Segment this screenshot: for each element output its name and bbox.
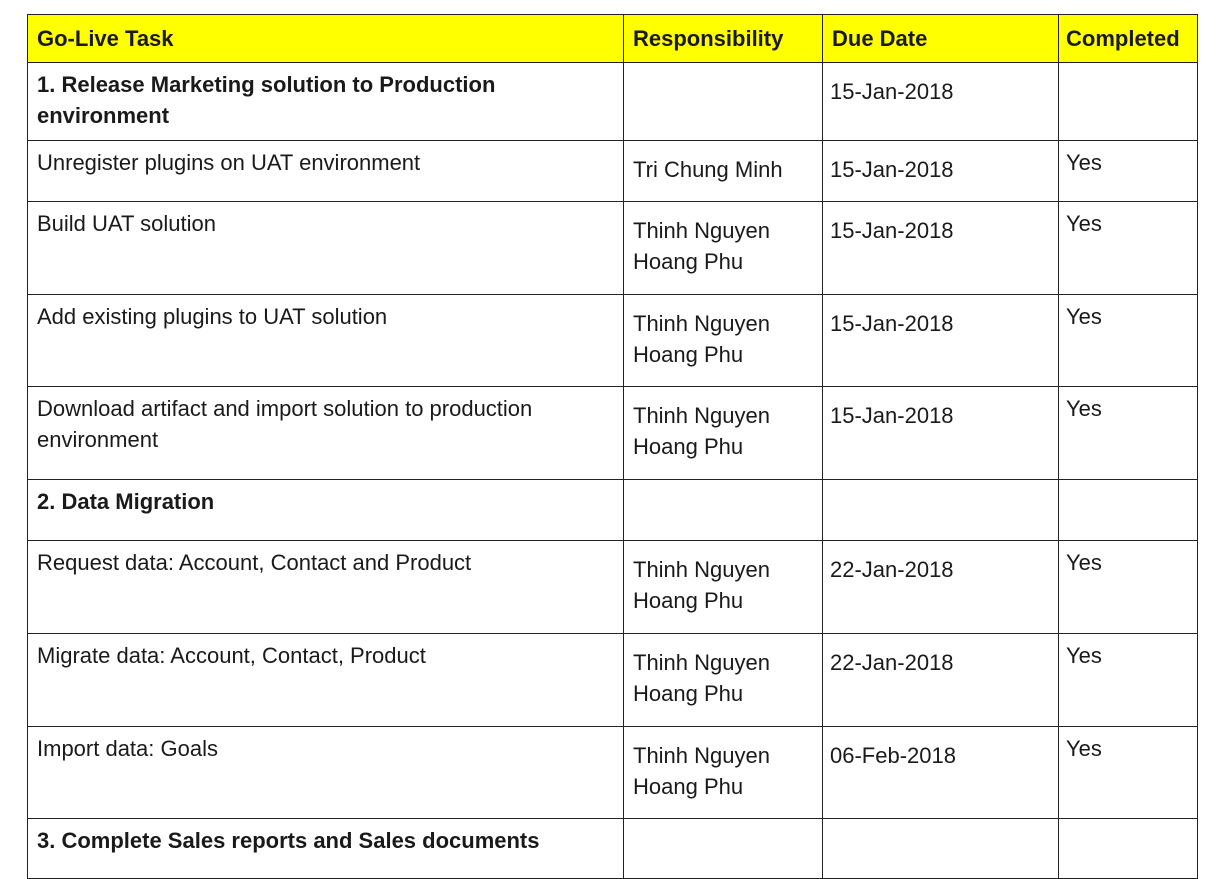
due-date-cell: 22-Jan-2018 [823, 541, 1059, 634]
table-row [28, 634, 1198, 727]
completed-cell: Yes [1059, 541, 1198, 634]
header-completed: Completed [1059, 15, 1198, 63]
completed-cell: Yes [1059, 634, 1198, 727]
responsibility-cell [624, 480, 823, 541]
task-cell: 1. Release Marketing solution to Production environment [28, 63, 624, 141]
table-row [28, 480, 1198, 541]
responsibility-cell: Thinh Nguyen Hoang Phu [624, 295, 823, 387]
due-date-cell [823, 480, 1059, 541]
table-row [28, 387, 1198, 480]
task-cell: 2. Data Migration [28, 480, 624, 541]
completed-cell: Yes [1059, 387, 1198, 480]
task-cell: Request data: Account, Contact and Product [28, 541, 624, 634]
due-date-cell: 22-Jan-2018 [823, 634, 1059, 727]
table-row [28, 63, 1198, 141]
task-cell: Build UAT solution [28, 202, 624, 295]
table-row [28, 141, 1198, 202]
due-date-cell [823, 819, 1059, 879]
header-due-date: Due Date [823, 15, 1059, 63]
responsibility-cell: Thinh Nguyen Hoang Phu [624, 202, 823, 295]
completed-cell: Yes [1059, 295, 1198, 387]
responsibility-cell: Thinh Nguyen Hoang Phu [624, 634, 823, 727]
responsibility-cell [624, 63, 823, 141]
due-date-cell: 15-Jan-2018 [823, 63, 1059, 141]
task-cell: Migrate data: Account, Contact, Product [28, 634, 624, 727]
header-responsibility: Responsibility [624, 15, 823, 63]
responsibility-cell [624, 819, 823, 879]
task-cell: Add existing plugins to UAT solution [28, 295, 624, 387]
completed-cell: Yes [1059, 727, 1198, 819]
header-go-live-task: Go-Live Task [28, 15, 624, 63]
completed-cell [1059, 63, 1198, 141]
due-date-cell: 15-Jan-2018 [823, 387, 1059, 480]
completed-cell [1059, 819, 1198, 879]
responsibility-cell: Thinh Nguyen Hoang Phu [624, 727, 823, 819]
header-row [28, 15, 1198, 63]
task-cell: Unregister plugins on UAT environment [28, 141, 624, 202]
responsibility-cell: Thinh Nguyen Hoang Phu [624, 387, 823, 480]
responsibility-cell: Thinh Nguyen Hoang Phu [624, 541, 823, 634]
go-live-task-table [27, 14, 1198, 879]
table-row [28, 541, 1198, 634]
task-cell: Download artifact and import solution to production environment [28, 387, 624, 480]
due-date-cell: 15-Jan-2018 [823, 202, 1059, 295]
due-date-cell: 15-Jan-2018 [823, 295, 1059, 387]
completed-cell [1059, 480, 1198, 541]
table-row [28, 295, 1198, 387]
table-row [28, 819, 1198, 879]
due-date-cell: 15-Jan-2018 [823, 141, 1059, 202]
responsibility-cell: Tri Chung Minh [624, 141, 823, 202]
completed-cell: Yes [1059, 141, 1198, 202]
table-row [28, 202, 1198, 295]
table-row [28, 727, 1198, 819]
task-cell: 3. Complete Sales reports and Sales documents [28, 819, 624, 879]
due-date-cell: 06-Feb-2018 [823, 727, 1059, 819]
task-cell: Import data: Goals [28, 727, 624, 819]
completed-cell: Yes [1059, 202, 1198, 295]
